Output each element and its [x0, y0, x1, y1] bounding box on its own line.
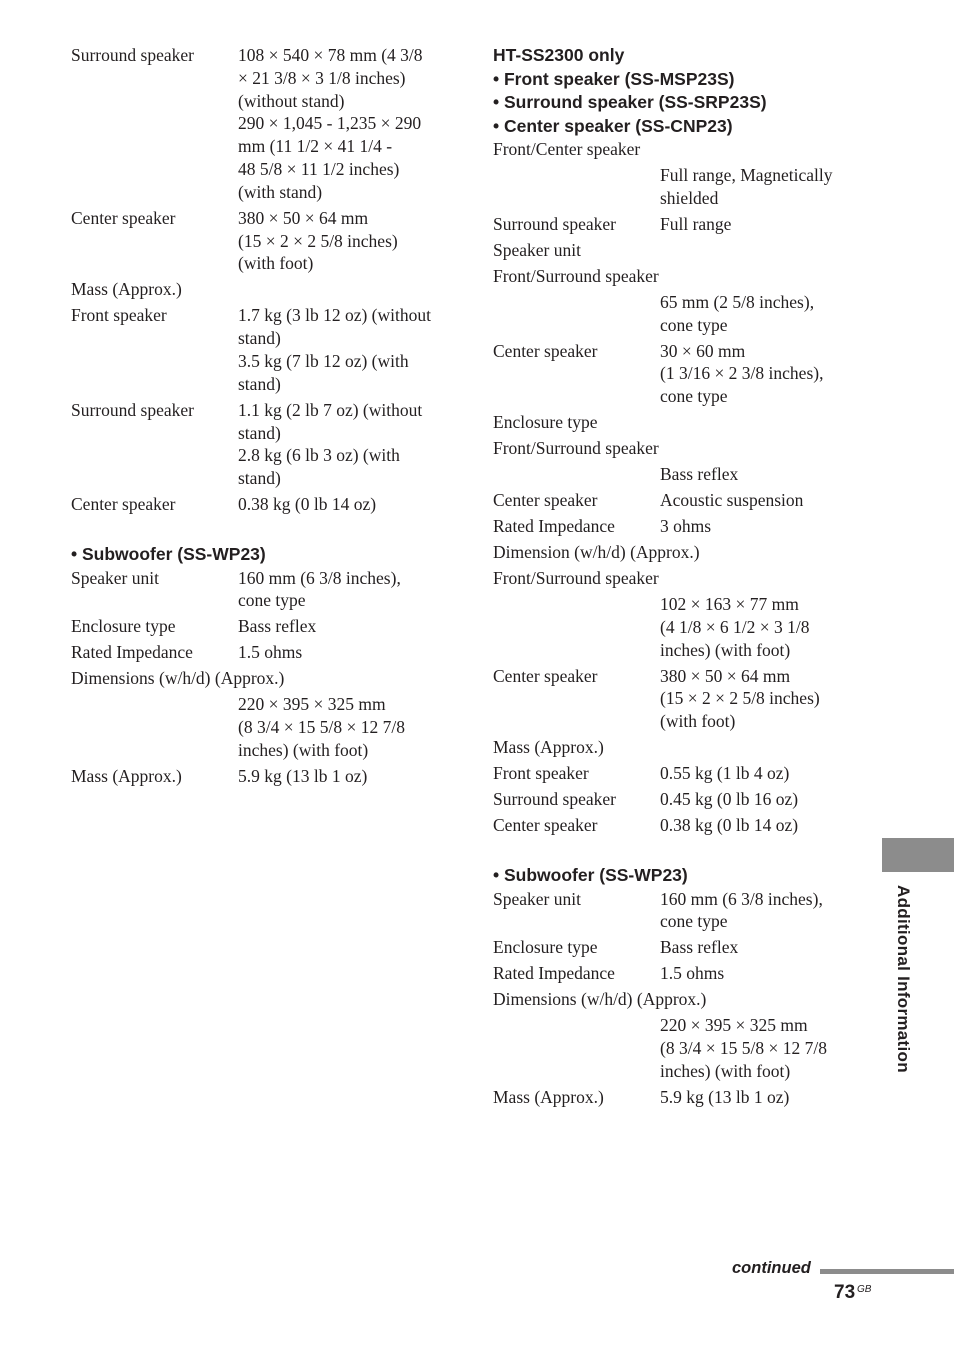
spec-value-line: cone type	[660, 911, 728, 932]
spec-value-line: 220 × 395 × 325 mm	[660, 1015, 808, 1036]
spec-value-line: 3.5 kg (7 lb 12 oz) (with	[238, 350, 409, 371]
spec-value-line: 220 × 395 × 325 mm	[238, 694, 386, 715]
spec-label: Surround speaker	[493, 213, 616, 234]
spec-row	[493, 489, 863, 512]
spec-row	[493, 962, 863, 985]
spec-value-line: (15 × 2 × 2 5/8 inches)	[660, 688, 820, 709]
spec-value: 0.38 kg (0 lb 14 oz)	[238, 494, 377, 515]
right-column	[493, 44, 863, 1112]
spec-row	[71, 567, 456, 613]
spec-value: 3 ohms	[660, 516, 712, 537]
spec-value-line: (4 1/8 × 6 1/2 × 3 1/8	[660, 616, 810, 637]
spec-value: Bass reflex	[660, 937, 739, 958]
spec-value	[660, 665, 863, 733]
continued-label: continued	[732, 1259, 811, 1277]
spec-value-line: (without stand)	[238, 90, 345, 111]
spec-value-line: cone type	[660, 386, 728, 407]
spec-label: Rated Impedance	[493, 963, 615, 984]
spec-row	[71, 399, 456, 490]
spec-label: Front speaker	[71, 305, 167, 326]
spec-value	[493, 291, 863, 337]
spec-value-line: × 21 3/8 × 3 1/8 inches)	[238, 67, 406, 88]
spec-label: Speaker unit	[71, 567, 159, 588]
spec-value-line: Full range, Magnetically	[660, 164, 833, 185]
spec-value: Acoustic suspension	[660, 490, 804, 511]
spec-value-line: (15 × 2 × 2 5/8 inches)	[238, 230, 398, 251]
spec-label: Center speaker	[493, 340, 598, 361]
spec-row	[71, 765, 456, 788]
spec-label: Dimensions (w/h/d) (Approx.)	[71, 668, 285, 689]
spec-label: Surround speaker	[71, 45, 194, 65]
spec-value-line: 160 mm (6 3/8 inches),	[660, 888, 823, 909]
spec-label: Dimension (w/h/d) (Approx.)	[493, 542, 700, 562]
spec-value-line: (1 3/16 × 2 3/8 inches),	[660, 363, 824, 384]
spec-row	[71, 207, 456, 275]
spec-label: Enclosure type	[71, 616, 176, 637]
spec-label: Mass (Approx.)	[493, 737, 604, 758]
spec-label: Enclosure type	[493, 937, 598, 958]
spec-value-line: inches) (with foot)	[660, 639, 791, 660]
spec-value-line: cone type	[238, 590, 306, 611]
spec-value-line: 290 × 1,045 - 1,235 × 290	[238, 113, 422, 134]
section-gap	[71, 519, 456, 543]
spec-value	[660, 340, 863, 408]
spec-label: Front/Center speaker	[493, 139, 641, 159]
spec-row	[71, 304, 456, 395]
spec-label: Dimensions (w/h/d) (Approx.)	[493, 989, 707, 1010]
spec-value-line: cone type	[660, 314, 728, 335]
spec-row	[493, 762, 863, 785]
spec-value: 5.9 kg (13 lb 1 oz)	[238, 765, 368, 786]
spec-value: 0.55 kg (1 lb 4 oz)	[660, 763, 790, 784]
spec-label: Front speaker	[493, 763, 589, 784]
spec-label: Center speaker	[493, 490, 598, 511]
spec-value-line: 2.8 kg (6 lb 3 oz) (with	[238, 445, 400, 466]
spec-value: 1.5 ohms	[660, 963, 725, 984]
spec-value-line: inches) (with foot)	[238, 739, 369, 760]
continued-bar	[820, 1269, 954, 1274]
spec-value-line: shielded	[660, 187, 719, 208]
spec-value-line: 380 × 50 × 64 mm	[238, 207, 369, 228]
spec-label: Surround speaker	[493, 789, 616, 810]
spec-value	[238, 567, 456, 613]
spec-value	[238, 44, 456, 204]
spec-row	[493, 936, 863, 959]
spec-value-line: (8 3/4 × 15 5/8 × 12 7/8	[660, 1038, 828, 1059]
spec-row	[493, 515, 863, 538]
spec-label: Front/Surround speaker	[493, 567, 659, 588]
spec-label: Mass (Approx.)	[71, 279, 182, 300]
spec-label: Center speaker	[493, 815, 598, 836]
bullet-heading: • Front speaker (SS-MSP23S)	[493, 68, 735, 89]
spec-value	[660, 888, 863, 934]
spec-value	[238, 207, 456, 275]
spec-value-line: stand)	[238, 468, 281, 489]
section-gap	[493, 840, 863, 864]
section-tab-label: Additional Information	[894, 885, 913, 1073]
spec-label: Enclosure type	[493, 412, 598, 433]
left-column	[71, 44, 456, 791]
spec-value	[238, 304, 456, 395]
spec-value	[493, 593, 863, 661]
model-heading: HT-SS2300 only	[493, 45, 625, 65]
spec-value-line: 108 × 540 × 78 mm (4 3/8	[238, 45, 423, 65]
spec-value: 0.45 kg (0 lb 16 oz)	[660, 789, 799, 810]
spec-value-line: 30 × 60 mm	[660, 340, 746, 361]
spec-label: Surround speaker	[71, 399, 194, 420]
spec-value-line: (with stand)	[238, 181, 323, 202]
spec-row	[493, 1086, 863, 1109]
spec-value-line: inches) (with foot)	[660, 1060, 791, 1081]
spec-value-line: stand)	[238, 373, 281, 394]
spec-row	[71, 615, 456, 638]
spec-label: Center speaker	[493, 665, 598, 686]
spec-label: Mass (Approx.)	[493, 1086, 604, 1107]
section-heading: • Subwoofer (SS-WP23)	[71, 544, 266, 565]
spec-value: Bass reflex	[238, 616, 317, 637]
spec-value-line: mm (11 1/2 × 41 1/4 -	[238, 136, 393, 157]
spec-value: Bass reflex	[660, 464, 739, 485]
section-tab-marker	[882, 838, 954, 872]
spec-label: Front/Surround speaker	[493, 265, 659, 286]
spec-value-line: (with foot)	[660, 711, 736, 732]
spec-value: 0.38 kg (0 lb 14 oz)	[660, 815, 799, 836]
spec-label: Rated Impedance	[71, 642, 193, 663]
spec-value: Full range	[660, 213, 732, 234]
spec-label: Front/Surround speaker	[493, 438, 659, 459]
spec-row	[493, 814, 863, 837]
spec-value-line: stand)	[238, 422, 281, 443]
spec-value: 1.5 ohms	[238, 642, 303, 663]
spec-value	[493, 1014, 863, 1082]
spec-value	[71, 693, 456, 761]
spec-label: Mass (Approx.)	[71, 765, 182, 786]
spec-row	[71, 44, 456, 204]
spec-value	[238, 399, 456, 490]
spec-label: Speaker unit	[493, 888, 581, 909]
spec-label: Speaker unit	[493, 239, 581, 260]
spec-value-line: 1.1 kg (2 lb 7 oz) (without	[238, 399, 423, 420]
spec-value-line: 65 mm (2 5/8 inches),	[660, 291, 815, 312]
bullet-heading: • Surround speaker (SS-SRP23S)	[493, 92, 767, 112]
spec-row	[71, 641, 456, 664]
spec-row	[493, 788, 863, 811]
spec-value-line: (with foot)	[238, 253, 314, 274]
spec-label: Center speaker	[71, 494, 176, 515]
spec-value-line: 380 × 50 × 64 mm	[660, 665, 791, 686]
spec-label: Rated Impedance	[493, 516, 615, 537]
spec-value	[493, 164, 863, 210]
bullet-heading: • Center speaker (SS-CNP23)	[493, 115, 733, 136]
spec-row	[71, 493, 456, 516]
spec-value-line: 1.7 kg (3 lb 12 oz) (without	[238, 305, 431, 326]
spec-row	[493, 665, 863, 733]
spec-value-line: 160 mm (6 3/8 inches),	[238, 567, 401, 588]
spec-value-line: 102 × 163 × 77 mm	[660, 593, 799, 614]
page-number-suffix: GB	[857, 1284, 872, 1295]
spec-value-line: stand)	[238, 328, 281, 349]
spec-value-line: 48 5/8 × 11 1/2 inches)	[238, 158, 400, 179]
section-heading: • Subwoofer (SS-WP23)	[493, 865, 688, 886]
spec-row	[493, 340, 863, 408]
spec-value: 5.9 kg (13 lb 1 oz)	[660, 1086, 790, 1107]
spec-label: Center speaker	[71, 207, 176, 228]
spec-row	[493, 213, 863, 236]
page-number: 73	[834, 1282, 856, 1303]
spec-value-line: (8 3/4 × 15 5/8 × 12 7/8	[238, 717, 406, 738]
spec-row	[493, 888, 863, 934]
